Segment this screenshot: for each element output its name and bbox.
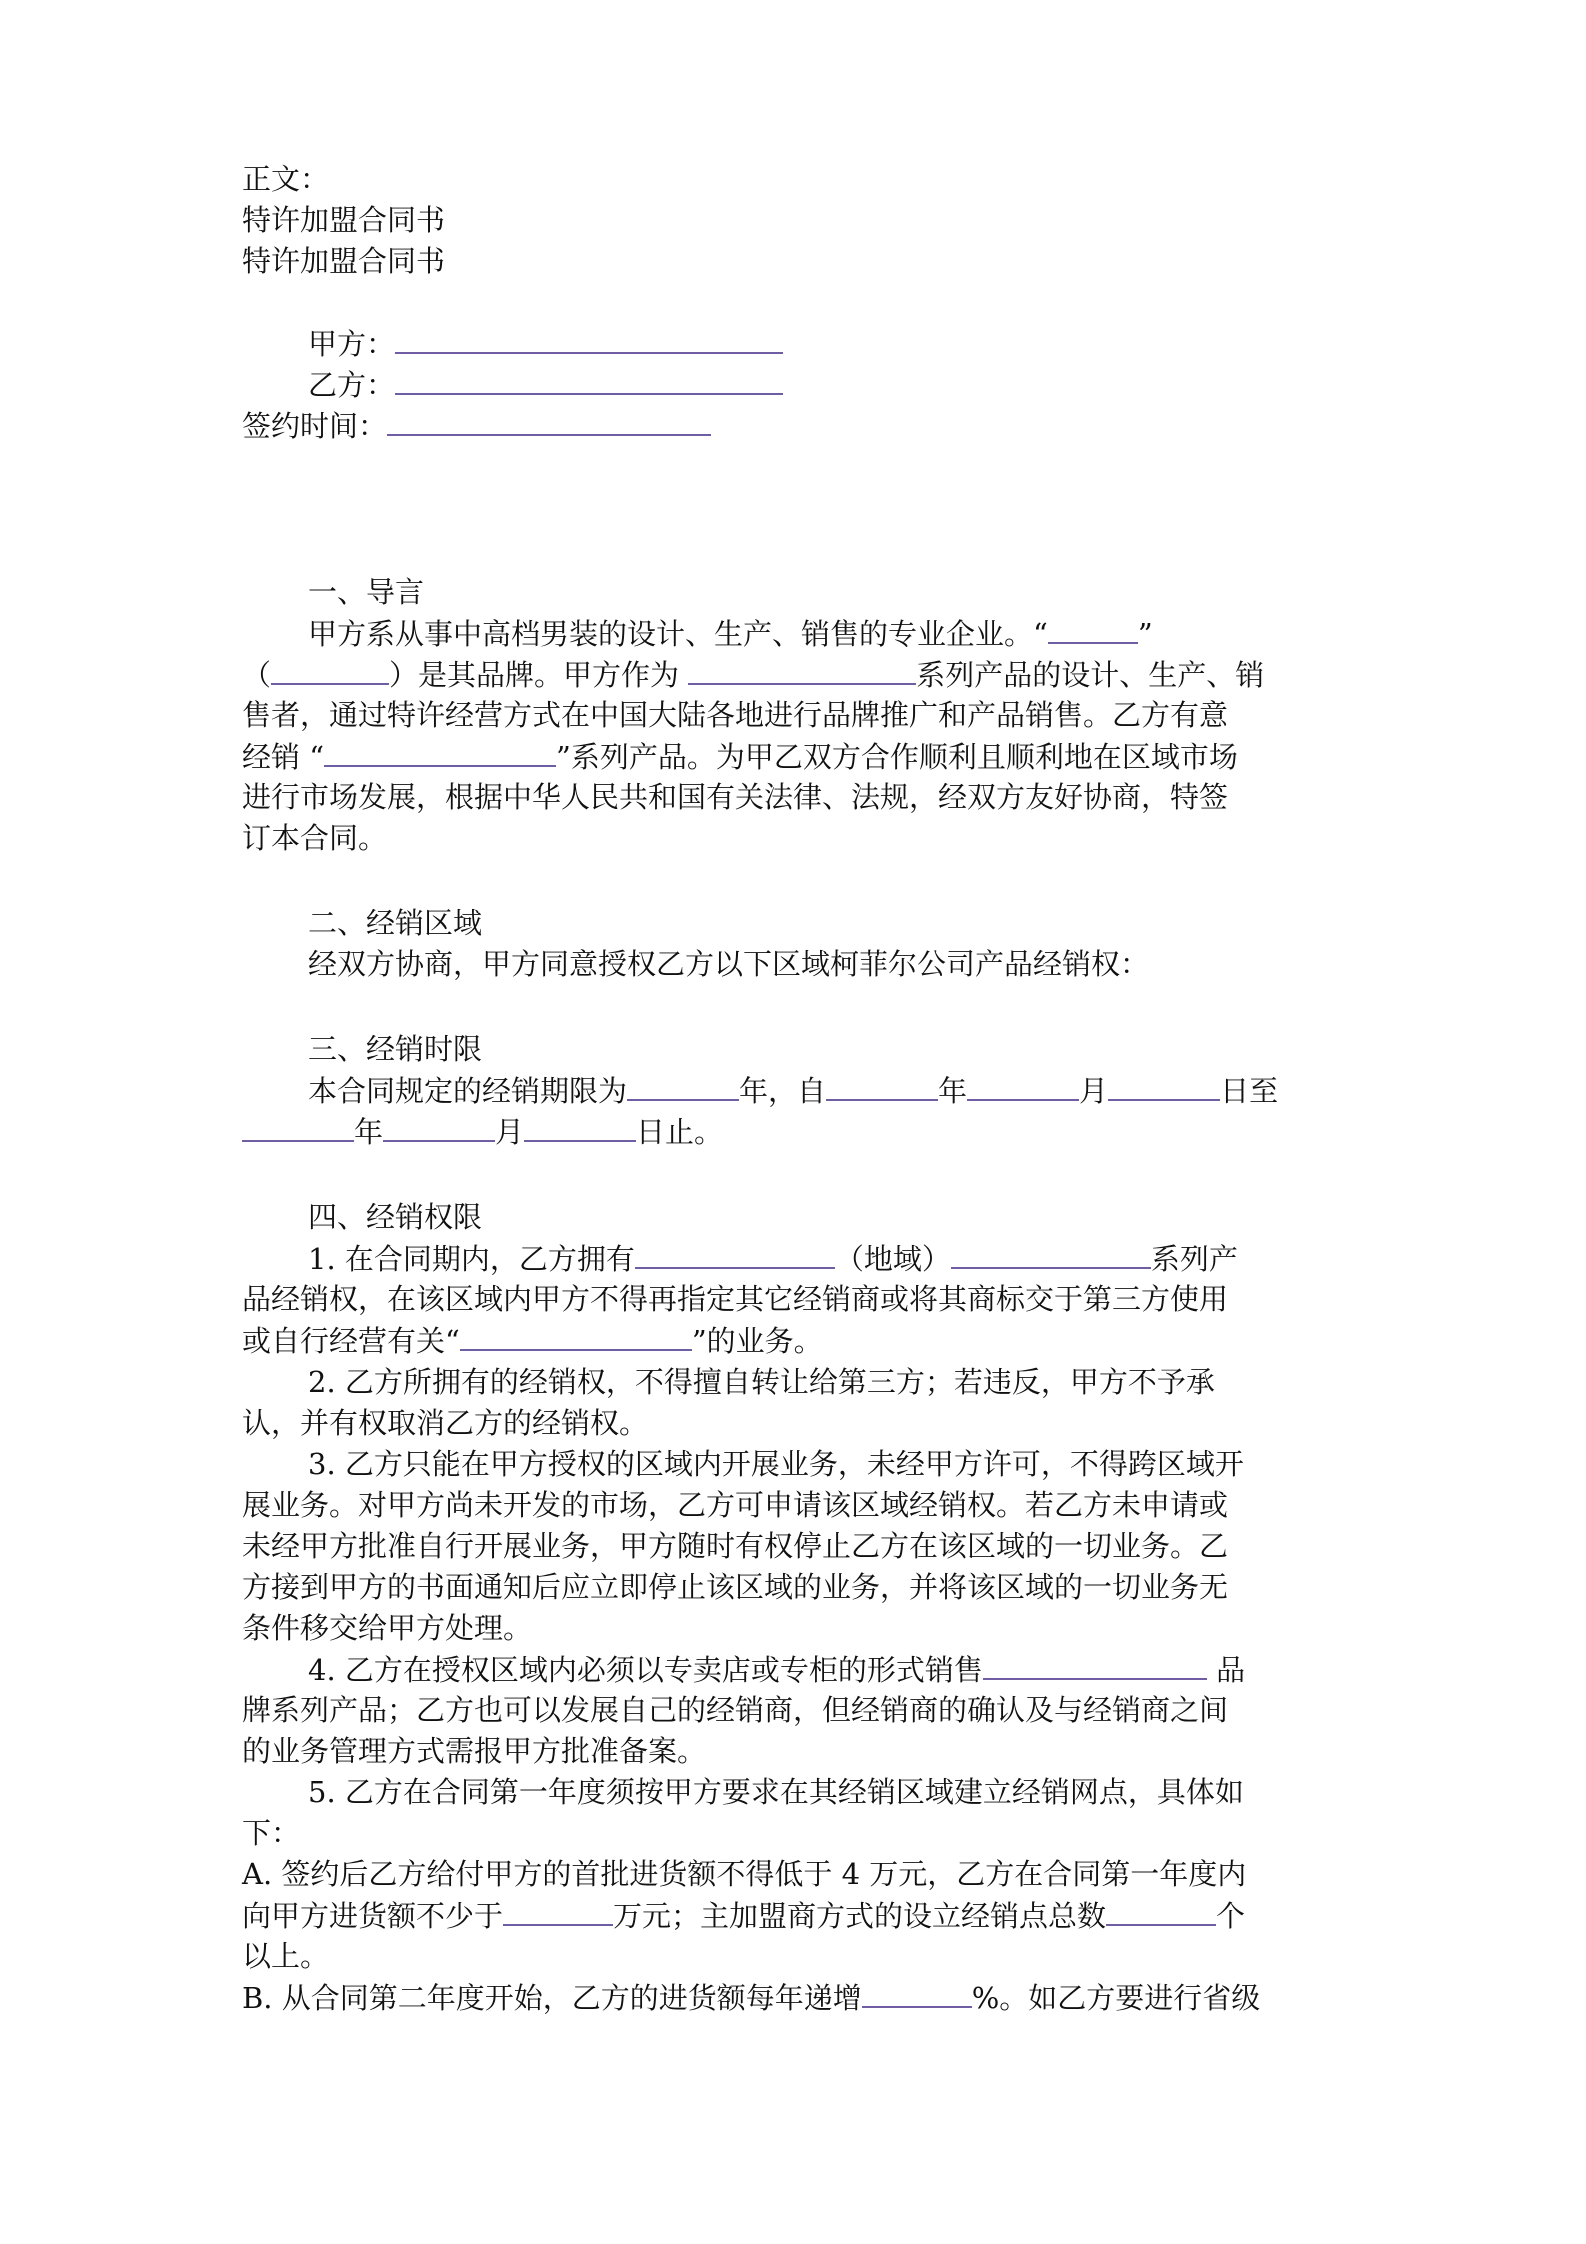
s3-line-2: 年 月 日止。 bbox=[242, 1110, 1352, 1153]
s4-pA-line-2: 向甲方进货额不少于 万元；主加盟商方式的设立经销点总数 个 bbox=[242, 1894, 1352, 1937]
s4-p3-line-5: 条件移交给甲方处理。 bbox=[242, 1611, 533, 1645]
sign-date-line: 签约时间： bbox=[242, 404, 1352, 447]
purchase-amount-blank bbox=[503, 1894, 613, 1926]
series-blank-3 bbox=[951, 1237, 1151, 1269]
end-month-blank bbox=[383, 1110, 495, 1142]
end-year-blank bbox=[242, 1110, 354, 1142]
brand-blank-2 bbox=[460, 1319, 692, 1351]
s4-p2-line-1: 2. 乙方所拥有的经销权，不得擅自转让给第三方；若违反，甲方不予承 bbox=[308, 1365, 1215, 1399]
s4-pA-line-3: 以上。 bbox=[242, 1939, 330, 1973]
party-a-line: 甲方： bbox=[308, 322, 1418, 365]
s4-p1-line-1: 1. 在合同期内，乙方拥有 （地域） 系列产 bbox=[308, 1237, 1418, 1280]
brand-blank-3 bbox=[983, 1648, 1207, 1680]
s4-pB-line-1: B. 从合同第二年度开始，乙方的进货额每年递增 %。如乙方要进行省级 bbox=[242, 1976, 1352, 2019]
growth-rate-blank bbox=[862, 1976, 972, 2008]
s1-line-5: 进行市场发展，根据中华人民共和国有关法律、法规，经双方友好协商，特签 bbox=[242, 780, 1229, 814]
start-month-blank bbox=[967, 1069, 1079, 1101]
section-1-heading: 一、导言 bbox=[308, 575, 425, 609]
s4-p3-line-3: 未经甲方批准自行开展业务，甲方随时有权停止乙方在该区域的一切业务。乙 bbox=[242, 1529, 1229, 1563]
party-b-blank bbox=[395, 363, 783, 395]
outlet-count-blank bbox=[1106, 1894, 1216, 1926]
s4-p2-line-2: 认，并有权取消乙方的经销权。 bbox=[242, 1406, 649, 1440]
s4-p4-line-3: 的业务管理方式需报甲方批准备案。 bbox=[242, 1734, 707, 1768]
s3-line-1: 本合同规定的经销期限为 年，自 年 月 日至 bbox=[308, 1069, 1418, 1112]
series-blank bbox=[688, 653, 916, 685]
s2-line-1: 经双方协商，甲方同意授权乙方以下区域柯菲尔公司产品经销权： bbox=[308, 947, 1150, 981]
end-day-blank bbox=[524, 1110, 636, 1142]
party-b-line: 乙方： bbox=[308, 363, 1418, 406]
start-day-blank bbox=[1108, 1069, 1220, 1101]
brand-en-blank bbox=[271, 653, 389, 685]
series-blank-2 bbox=[324, 735, 556, 767]
s1-line-1: 甲方系从事中高档男装的设计、生产、销售的专业企业。“ ” bbox=[308, 612, 1418, 655]
term-years-blank bbox=[627, 1069, 739, 1101]
s4-p3-line-4: 方接到甲方的书面通知后应立即停止该区域的业务，并将该区域的一切业务无 bbox=[242, 1570, 1229, 1604]
s4-p4-line-1: 4. 乙方在授权区域内必须以专卖店或专柜的形式销售 品 bbox=[308, 1648, 1418, 1691]
brand-blank bbox=[1048, 612, 1138, 644]
s4-p5-line-2: 下： bbox=[242, 1816, 301, 1850]
s1-line-4: 经销 “ ”系列产品。为甲乙双方合作顺利且顺利地在区域市场 bbox=[242, 735, 1352, 778]
s1-line-2: （ ）是其品牌。甲方作为 系列产品的设计、生产、销 bbox=[242, 653, 1352, 696]
s4-p3-line-1: 3. 乙方只能在甲方授权的区域内开展业务，未经甲方许可，不得跨区域开 bbox=[308, 1447, 1244, 1481]
doc-label: 正文： bbox=[242, 162, 330, 196]
doc-title-repeat: 特许加盟合同书 bbox=[242, 244, 446, 278]
s1-line-3: 售者，通过特许经营方式在中国大陆各地进行品牌推广和产品销售。乙方有意 bbox=[242, 698, 1229, 732]
s4-p1-line-2: 品经销权，在该区域内甲方不得再指定其它经销商或将其商标交于第三方使用 bbox=[242, 1282, 1229, 1316]
s4-p5-line-1: 5. 乙方在合同第一年度须按甲方要求在其经销区域建立经销网点，具体如 bbox=[308, 1775, 1244, 1809]
sign-date-blank bbox=[387, 404, 711, 436]
doc-title: 特许加盟合同书 bbox=[242, 203, 446, 237]
region-blank bbox=[635, 1237, 835, 1269]
section-2-heading: 二、经销区域 bbox=[308, 906, 483, 940]
section-3-heading: 三、经销时限 bbox=[308, 1032, 483, 1066]
s4-p4-line-2: 牌系列产品；乙方也可以发展自己的经销商，但经销商的确认及与经销商之间 bbox=[242, 1693, 1229, 1727]
start-year-blank bbox=[826, 1069, 938, 1101]
section-4-heading: 四、经销权限 bbox=[308, 1200, 483, 1234]
party-a-blank bbox=[395, 322, 783, 354]
s1-line-6: 订本合同。 bbox=[242, 821, 388, 855]
s4-p3-line-2: 展业务。对甲方尚未开发的市场，乙方可申请该区域经销权。若乙方未申请或 bbox=[242, 1488, 1229, 1522]
s4-p1-line-3: 或自行经营有关“ ”的业务。 bbox=[242, 1319, 1352, 1362]
s4-pA-line-1: A. 签约后乙方给付甲方的首批进货额不得低于 4 万元，乙方在合同第一年度内 bbox=[242, 1857, 1247, 1891]
